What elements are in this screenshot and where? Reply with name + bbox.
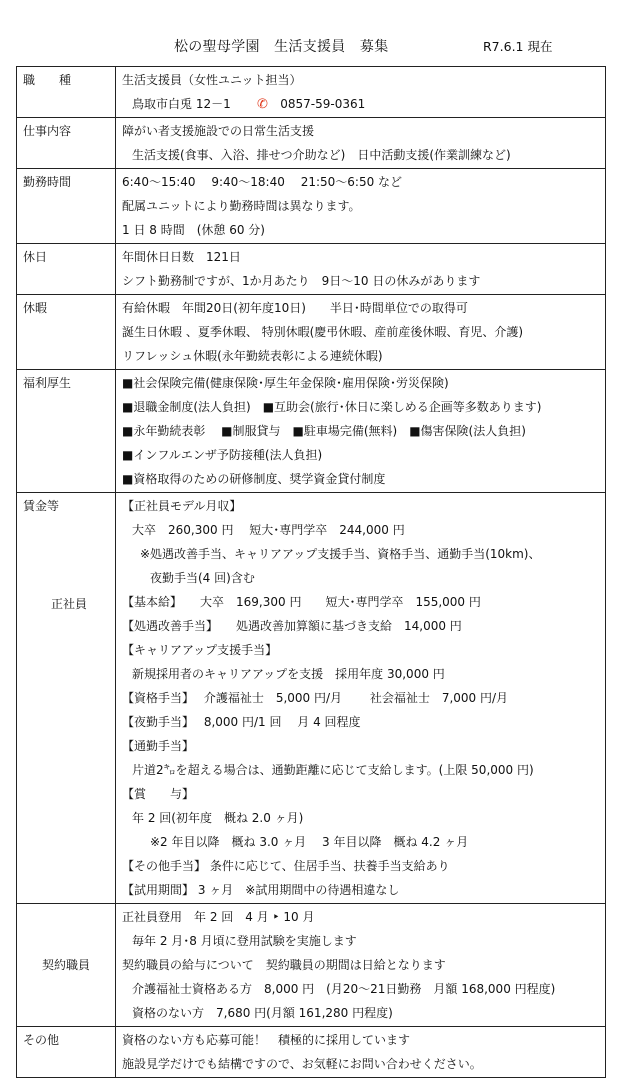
work-line: 生活支援(食事、入浴、排せつ介助など) 日中活動支援(作業訓練など) xyxy=(132,148,511,162)
contract-line: 正社員登用 年 2 回 4 月 ‣ 10 月 xyxy=(122,910,315,924)
row-work xyxy=(17,118,606,169)
holidays-label: 休日 xyxy=(17,244,116,295)
row-contract xyxy=(17,904,606,1027)
work-content xyxy=(116,118,606,169)
page-title: 松の聖母学園 生活支援員 募集 xyxy=(174,39,389,55)
contract-line: 毎年 2 月･8 月頃に登用試験を実施します xyxy=(132,934,357,948)
salary-label: 賃金等 正社員 xyxy=(17,493,116,904)
job-content xyxy=(116,67,606,118)
welfare-line: ■インフルエンザ予防接種(法人負担) xyxy=(122,448,323,462)
hours-content xyxy=(116,169,606,244)
leave-line: リフレッシュ休暇(永年勤続表彰による連続休暇) xyxy=(122,349,383,363)
other-content xyxy=(116,1027,606,1078)
row-salary xyxy=(17,493,606,904)
contract-line: 介護福祉士資格ある方 8,000 円 (月20～21日勤務 月額 168,000 円程度) xyxy=(132,982,556,996)
contract-line: 契約職員の給与について 契約職員の期間は日給となります xyxy=(122,958,446,972)
salary-line: 新規採用者のキャリアアップを支援 採用年度 30,000 円 xyxy=(132,667,445,681)
salary-line: 【試用期間】 3 ヶ月 ※試用期間中の待遇相違なし xyxy=(122,883,400,897)
contract-label: 契約職員 xyxy=(17,904,116,1027)
salary-line: 夜勤手当(4 回)含む xyxy=(150,571,255,585)
other-line: 資格のない方も応募可能！ 積極的に採用しています xyxy=(122,1033,411,1047)
salary-line: 【その他手当】 条件に応じて、住居手当、扶養手当支給あり xyxy=(122,859,450,873)
job-contact xyxy=(122,92,605,116)
holidays-line: 年間休日日数 121日 xyxy=(122,250,241,264)
hours-line: 1 日 8 時間 (休憩 60 分) xyxy=(122,223,265,237)
salary-line: ※2 年目以降 概ね 3.0 ヶ月 3 年目以降 概ね 4.2 ヶ月 xyxy=(150,835,469,849)
salary-line: 片道2㌔を超える場合は、通勤距離に応じて支給します。(上限 50,000 円) xyxy=(132,763,534,777)
hours-line: 配属ユニットにより勤務時間は異なります。 xyxy=(122,199,361,213)
row-job xyxy=(17,67,606,118)
recruitment-table xyxy=(16,66,606,1078)
date-label: R7.6.1 現在 xyxy=(483,39,553,54)
other-label: その他 xyxy=(17,1027,116,1078)
job-title: 生活支援員（女性ユニット担当） xyxy=(122,73,302,87)
row-leave xyxy=(17,295,606,370)
leave-line: 有給休暇 年間20日(初年度10日) 半日･時間単位での取得可 xyxy=(122,301,468,315)
row-holidays xyxy=(17,244,606,295)
salary-line: 大卒 260,300 円 短大･専門学卒 244,000 円 xyxy=(132,523,405,537)
header xyxy=(0,36,624,56)
job-label: 職 種 xyxy=(17,67,116,118)
other-line: 施設見学だけでも結構ですので、お気軽にお問い合わせください。 xyxy=(122,1057,482,1071)
row-other xyxy=(17,1027,606,1078)
welfare-line: ■退職金制度(法人負担) ■互助会(旅行･休日に楽しめる企画等多数あります) xyxy=(122,400,542,414)
salary-line: 【賞 与】 xyxy=(122,787,195,801)
welfare-line: ■永年勤続表彰 ■制服貸与 ■駐車場完備(無料) ■傷害保険(法人負担) xyxy=(122,424,526,438)
welfare-line: ■資格取得のための研修制度、奨学資金貸付制度 xyxy=(122,472,386,486)
holidays-content xyxy=(116,244,606,295)
contract-line: 資格のない方 7,680 円(月額 161,280 円程度) xyxy=(132,1006,393,1020)
work-label: 仕事内容 xyxy=(17,118,116,169)
salary-line: 【通勤手当】 xyxy=(122,739,195,753)
salary-content xyxy=(116,493,606,904)
holidays-line: シフト勤務制ですが、1か月あたり 9日～10 日の休みがあります xyxy=(122,274,481,288)
phone-icon: ✆ xyxy=(256,97,268,112)
row-welfare xyxy=(17,370,606,493)
welfare-label: 福利厚生 xyxy=(17,370,116,493)
leave-line: 誕生日休暇 、夏季休暇、 特別休暇(慶弔休暇、産前産後休暇、育児、介護) xyxy=(122,325,523,339)
phone-number[interactable]: 0857-59-0361 xyxy=(280,97,366,111)
salary-line: 【正社員モデル月収】 xyxy=(122,499,242,513)
hours-line: 6:40～15:40 9:40～18:40 21:50～6:50 など xyxy=(122,175,403,189)
salary-line: ※処遇改善手当、キャリアアップ支援手当、資格手当、通勤手当(10km)、 xyxy=(140,547,541,561)
salary-line: 年 2 回(初年度 概ね 2.0 ヶ月) xyxy=(132,811,304,825)
salary-line: 【夜勤手当】 8,000 円/1 回 月 4 回程度 xyxy=(122,715,361,729)
welfare-line: ■社会保険完備(健康保険･厚生年金保険･雇用保険･労災保険) xyxy=(122,376,449,390)
leave-label: 休暇 xyxy=(17,295,116,370)
leave-content xyxy=(116,295,606,370)
contract-content xyxy=(116,904,606,1027)
welfare-content xyxy=(116,370,606,493)
salary-line: 【基本給】 大卒 169,300 円 短大･専門学卒 155,000 円 xyxy=(122,595,481,609)
row-hours xyxy=(17,169,606,244)
work-line: 障がい者支援施設での日常生活支援 xyxy=(122,124,315,138)
salary-line: 【キャリアアップ支援手当】 xyxy=(122,643,278,657)
position-sublabel: 正社員 xyxy=(50,597,87,611)
hours-label: 勤務時間 xyxy=(17,169,116,244)
salary-line: 【処遇改善手当】 処遇改善加算額に基づき支給 14,000 円 xyxy=(122,619,462,633)
salary-line: 【資格手当】 介護福祉士 5,000 円/月 社会福祉士 7,000 円/月 xyxy=(122,691,509,705)
address-text: 鳥取市白兎 12－1 xyxy=(132,97,231,111)
